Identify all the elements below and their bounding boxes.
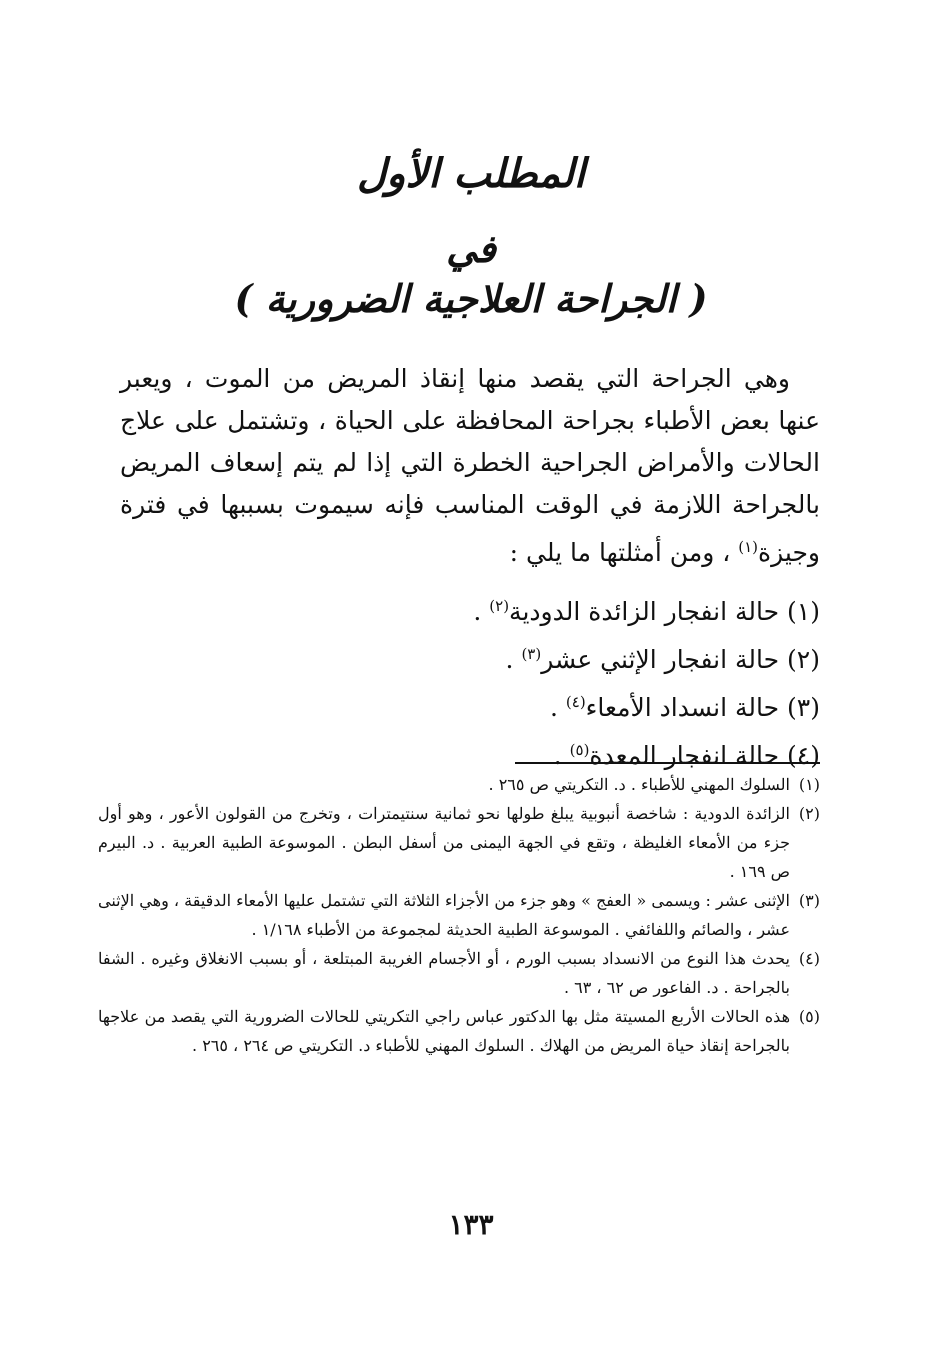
example-end: . [549,693,566,722]
footnote-text: يحدث هذا النوع من الانسداد بسبب الورم ، أو الأجسام الغريبة المبتلعة ، أو بسبب الانغلاق وغيره . الشفا بالجراحة . د. الفاعور ص ٦٢ ، ٦٣ . [98,949,791,997]
footnote-text: الإثنى عشر : ويسمى « العفج » وهو جزء من الأجزاء الثلاثة التي تشتمل عليها الأمعاء الدقيقة ، وهي الإثنى عشر ، والصائم واللفائفي . الموسوعة الطبية الحديثة لمجموعة من الأطباء ١/١٦٨ . [98,891,790,939]
footnote-item [98,799,820,886]
section-subtitle: ( الجراحة العلاجية الضرورية ) [234,276,708,321]
example-label: (١) حالة انفجار الزائدة الدودية [509,597,820,626]
footnote-ref-4: (٤) [565,693,586,711]
footnote-ref-3: (٣) [521,645,542,663]
example-label: (٢) حالة انفجار الإثني عشر [541,645,820,674]
example-label: (٣) حالة انسداد الأمعاء [585,693,820,722]
footnote-item [98,886,820,944]
footnote-ref-2: (٢) [489,597,510,615]
footnote-text: هذه الحالات الأربع المسيتة مثل بها الدكتور عباس راجي التكريتي للحالات الضرورية التي يقصد من علاجها بالجراحة إنقاذ حياة المريض من الهلاك . السلوك المهني للأطباء د. التكريتي ص ٢٦٤ ، ٢٦٥ . [98,1007,791,1055]
footnote-number: (١) [798,775,820,794]
footnote-number: (٢) [798,804,820,823]
footnote-item [98,770,820,799]
section-title-connector: في [446,226,496,271]
footnote-item [98,1002,820,1060]
examples-list [120,585,820,777]
footnotes [98,770,820,1060]
footnote-divider [515,762,820,764]
paragraph-text-end: ، ومن أمثلتها ما يلي : [509,538,739,567]
footnote-ref-1: (١) [738,538,759,556]
list-item [120,585,820,633]
page-number: ١٣٣ [448,1208,494,1241]
paragraph-text: وهي الجراحة التي يقصد منها إنقاذ المريض من الموت ، ويعبر عنها بعض الأطباء بجراحة المحافظة على الحياة ، وتشتمل على علاج الحالات والأمراض الجراحية الخطرة التي إذا لم يتم إسعاف المريض بالجراحة اللازمة في الوقت المناسب فإنه سيموت بسببها في فترة وجيزة [120,364,820,567]
footnote-item [98,944,820,1002]
definition-paragraph [120,358,820,574]
example-end: . [505,645,522,674]
footnote-text: الزائدة الدودية : شاخصة أنبوبية يبلغ طولها نحو ثمانية سنتيمترات ، وتخرج من القولون الأعور ، وهو أول جزء من الأمعاء الغليظة ، وتقع في الجهة اليمنى من أسفل البطن . الموسوعة الطبية العربية . د. البيرم ص ١٦٩ . [98,804,790,881]
example-end: . [553,741,570,770]
list-item [120,633,820,681]
footnote-ref-5: (٥) [569,741,590,759]
footnote-number: (٣) [798,891,820,910]
example-label: (٤) حالة انفجار المعدة [589,741,820,770]
footnote-text: السلوك المهني للأطباء . د. التكريتي ص ٢٦٥ . [488,775,790,794]
section-title: المطلب الأول [357,150,585,197]
example-end: . [473,597,490,626]
list-item [120,681,820,729]
footnote-number: (٥) [798,1007,820,1026]
footnote-number: (٤) [798,949,820,968]
